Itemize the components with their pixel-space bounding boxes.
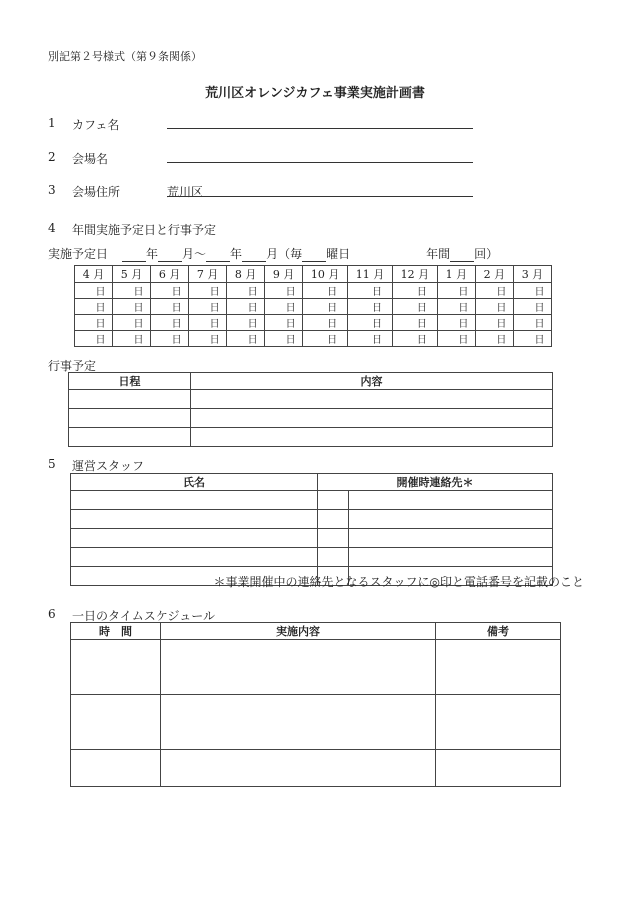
staff-name-cell[interactable] [71,529,318,548]
calendar-day-cell[interactable] [265,331,303,347]
calendar-day-cell[interactable] [475,315,513,331]
calendar-row [75,283,552,299]
events-header-date: 日程 [69,373,191,390]
calendar-table [74,265,552,347]
event-content-cell[interactable] [191,390,553,409]
staff-row [71,510,553,529]
calendar-day-cell[interactable] [113,283,151,299]
day-label: 日 [496,303,507,314]
day-label: 日 [171,287,182,298]
staff-header-name: 氏名 [71,474,318,491]
calendar-day-cell[interactable] [189,283,227,299]
form-reference: 別記第２号様式（第９条関係） [48,50,202,63]
section-annual-schedule-heading: 年間実施予定日と行事予定 [72,223,217,237]
weekly-blank[interactable] [302,247,326,262]
calendar-day-cell[interactable] [151,299,189,315]
day-label: 日 [416,319,427,330]
day-label: 日 [247,335,258,346]
event-content-cell[interactable] [191,409,553,428]
staff-mark-cell[interactable] [318,491,349,510]
content-cell[interactable] [161,750,436,787]
day-label: 日 [416,303,427,314]
content-cell[interactable] [161,640,436,695]
year-label: 年 [230,247,243,261]
day-label: 日 [247,303,258,314]
calendar-day-cell[interactable] [189,299,227,315]
calendar-row [75,299,552,315]
month-header: 3 月 [513,266,551,283]
day-label: 日 [209,319,220,330]
calendar-header-row [75,266,552,283]
events-row [69,428,553,447]
day-label: 日 [133,303,144,314]
event-date-cell[interactable] [69,409,191,428]
day-label: 日 [416,287,427,298]
page-title: 荒川区オレンジカフェ事業実施計画書 [205,86,425,101]
day-label: 日 [133,319,144,330]
event-date-cell[interactable] [69,390,191,409]
item-label: 会場名 [72,152,109,166]
day-label: 日 [327,287,338,298]
day-label: 日 [372,319,382,330]
calendar-day-cell[interactable] [303,331,348,347]
month-header: 9 月 [265,266,303,283]
day-label: 日 [95,319,106,330]
day-label: 日 [285,303,296,314]
timetable-header-row [71,623,561,640]
end-year-blank[interactable] [206,247,230,262]
notes-cell[interactable] [436,750,561,787]
day-label: 日 [209,303,220,314]
day-label: 日 [247,287,258,298]
staff-phone-cell[interactable] [349,548,553,567]
timetable-table [70,622,561,787]
calendar-day-cell[interactable] [303,299,348,315]
weekday-label: 曜日 [326,247,351,261]
calendar-day-cell[interactable] [392,299,437,315]
start-year-blank[interactable] [122,247,146,262]
timetable-header-notes: 備考 [436,623,561,640]
timetable-header-time: 時 間 [71,623,161,640]
calendar-day-cell[interactable] [513,315,551,331]
year-label: 年 [146,247,159,261]
staff-name-cell[interactable] [71,491,318,510]
calendar-day-cell[interactable] [437,315,475,331]
times-label: 回） [474,247,499,261]
item-number: 2 [48,150,56,164]
calendar-day-cell[interactable] [189,331,227,347]
notes-cell[interactable] [436,695,561,750]
day-label: 日 [95,287,106,298]
timetable-row [71,695,561,750]
calendar-day-cell[interactable] [513,283,551,299]
calendar-day-cell[interactable] [265,299,303,315]
schedule-line [48,245,498,262]
calendar-day-cell[interactable] [75,315,113,331]
calendar-day-cell[interactable] [437,299,475,315]
section-number: 6 [48,607,56,621]
calendar-day-cell[interactable] [227,283,265,299]
time-cell[interactable] [71,695,161,750]
address-prefix: 荒川区 [167,185,204,199]
day-label: 日 [95,303,106,314]
calendar-day-cell[interactable] [437,283,475,299]
calendar-day-cell[interactable] [392,331,437,347]
item-number: 3 [48,183,56,197]
section-number: 4 [48,221,56,235]
calendar-day-cell[interactable] [113,299,151,315]
annual-label: 年間 [426,247,451,261]
timetable-row [71,640,561,695]
timetable-header-content: 実施内容 [161,623,436,640]
day-label: 日 [209,287,220,298]
day-label: 日 [496,335,507,346]
staff-phone-cell[interactable] [349,491,553,510]
month-weekly-label: 月（毎 [266,247,303,261]
item-label: 会場住所 [72,185,121,199]
day-label: 日 [327,303,338,314]
day-label: 日 [133,335,144,346]
calendar-day-cell[interactable] [151,331,189,347]
schedule-prefix: 実施予定日 [48,247,109,261]
day-label: 日 [458,319,469,330]
calendar-day-cell[interactable] [265,315,303,331]
calendar-day-cell[interactable] [437,331,475,347]
day-label: 日 [209,335,220,346]
calendar-day-cell[interactable] [348,299,393,315]
day-label: 日 [171,303,182,314]
month-header: 10 月 [303,266,348,283]
day-label: 日 [247,319,258,330]
annual-count-blank[interactable] [450,247,474,262]
month-header: 7 月 [189,266,227,283]
calendar-day-cell[interactable] [348,331,393,347]
day-label: 日 [372,335,382,346]
staff-mark-cell[interactable] [318,510,349,529]
staff-header-contact: 開催時連絡先＊ [318,474,553,491]
staff-mark-cell[interactable] [318,529,349,548]
timetable-row [71,750,561,787]
staff-name-cell[interactable] [71,548,318,567]
notes-cell[interactable] [436,640,561,695]
month-header: 11 月 [348,266,393,283]
day-label: 日 [416,335,427,346]
events-table [68,372,553,447]
day-label: 日 [534,287,545,298]
month-range-label: 月～ [182,247,207,261]
calendar-day-cell[interactable] [189,315,227,331]
calendar-day-cell[interactable] [513,299,551,315]
events-row [69,409,553,428]
day-label: 日 [95,335,106,346]
month-header: 6 月 [151,266,189,283]
day-label: 日 [171,335,182,346]
calendar-row [75,331,552,347]
end-month-blank[interactable] [242,247,266,262]
calendar-day-cell[interactable] [513,331,551,347]
events-header-content: 内容 [191,373,553,390]
month-header: 12 月 [392,266,437,283]
staff-table [70,473,553,586]
calendar-day-cell[interactable] [151,283,189,299]
month-header: 4 月 [75,266,113,283]
events-heading: 行事予定 [48,359,97,373]
day-label: 日 [133,287,144,298]
event-content-cell[interactable] [191,428,553,447]
calendar-day-cell[interactable] [75,331,113,347]
day-label: 日 [534,303,545,314]
calendar-day-cell[interactable] [475,283,513,299]
calendar-day-cell[interactable] [75,299,113,315]
item-number: 1 [48,116,56,130]
month-header: 5 月 [113,266,151,283]
calendar-day-cell[interactable] [75,283,113,299]
event-date-cell[interactable] [69,428,191,447]
calendar-day-cell[interactable] [227,315,265,331]
calendar-day-cell[interactable] [265,283,303,299]
calendar-row [75,315,552,331]
month-header: 1 月 [437,266,475,283]
staff-row [71,529,553,548]
day-label: 日 [372,303,382,314]
item-label: カフェ名 [72,118,120,132]
day-label: 日 [534,319,545,330]
events-row [69,390,553,409]
staff-row [71,548,553,567]
staff-row [71,491,553,510]
day-label: 日 [285,319,296,330]
calendar-day-cell[interactable] [392,315,437,331]
staff-mark-cell[interactable] [318,548,349,567]
cafe-name-field[interactable] [167,128,473,129]
calendar-day-cell[interactable] [151,315,189,331]
section-staff-heading: 運営スタッフ [72,459,145,473]
day-label: 日 [458,303,469,314]
content-cell[interactable] [161,695,436,750]
staff-name-cell[interactable] [71,510,318,529]
calendar-day-cell[interactable] [227,299,265,315]
venue-address-field[interactable] [167,196,473,197]
month-header: 2 月 [475,266,513,283]
day-label: 日 [496,319,507,330]
calendar-day-cell[interactable] [303,283,348,299]
day-label: 日 [372,287,382,298]
section-number: 5 [48,457,56,471]
calendar-day-cell[interactable] [303,315,348,331]
events-header-row [69,373,553,390]
day-label: 日 [171,319,182,330]
day-label: 日 [327,319,338,330]
start-month-blank[interactable] [158,247,182,262]
day-label: 日 [285,287,296,298]
calendar-day-cell[interactable] [227,331,265,347]
day-label: 日 [285,335,296,346]
day-label: 日 [327,335,338,346]
day-label: 日 [458,287,469,298]
day-label: 日 [534,335,545,346]
calendar-day-cell[interactable] [348,315,393,331]
calendar-day-cell[interactable] [113,331,151,347]
staff-note: ＊事業開催中の連絡先となるスタッフに◎印と電話番号を記載のこと [213,575,584,589]
time-cell[interactable] [71,640,161,695]
month-header: 8 月 [227,266,265,283]
calendar-day-cell[interactable] [392,283,437,299]
calendar-day-cell[interactable] [113,315,151,331]
calendar-day-cell[interactable] [475,331,513,347]
time-cell[interactable] [71,750,161,787]
staff-header-row [71,474,553,491]
calendar-day-cell[interactable] [475,299,513,315]
day-label: 日 [496,287,507,298]
venue-name-field[interactable] [167,162,473,163]
staff-phone-cell[interactable] [349,529,553,548]
staff-phone-cell[interactable] [349,510,553,529]
day-label: 日 [458,335,469,346]
calendar-day-cell[interactable] [348,283,393,299]
section-timetable-heading: 一日のタイムスケジュール [72,609,216,623]
